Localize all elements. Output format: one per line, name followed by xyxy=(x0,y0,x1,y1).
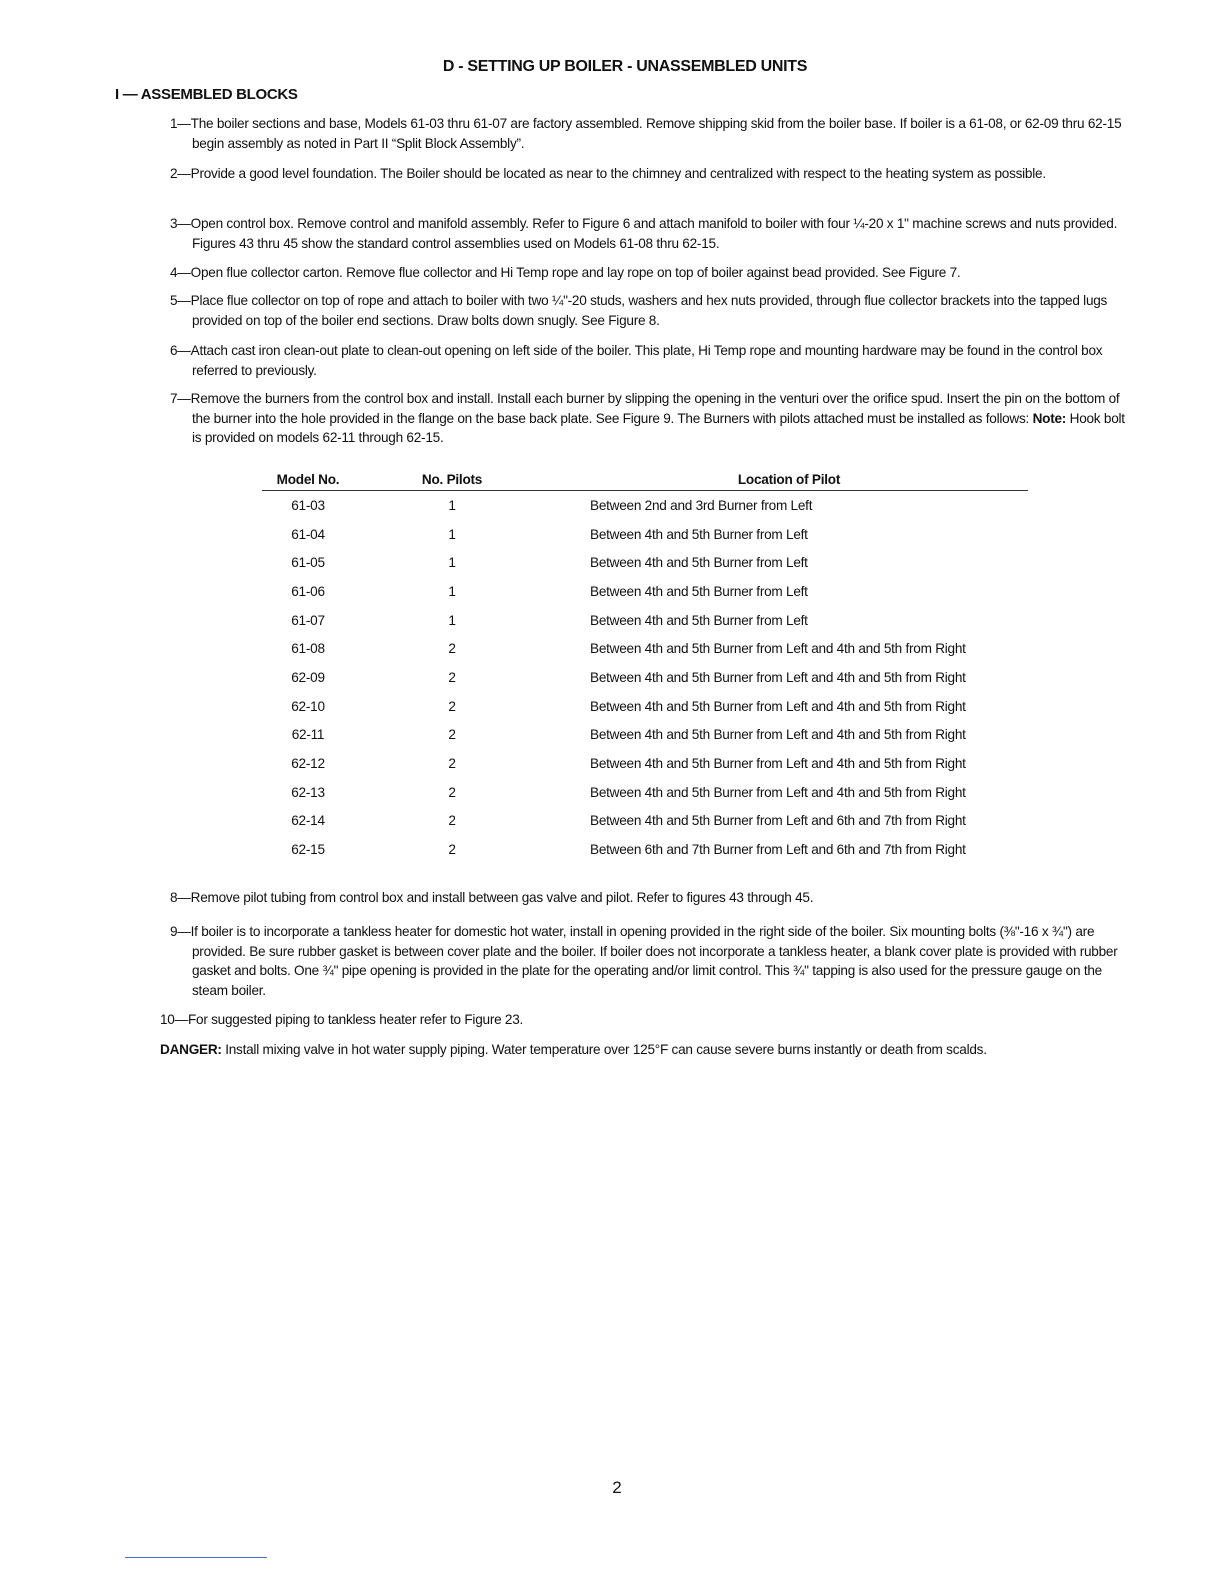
cell-model-no: 61-03 xyxy=(291,497,325,513)
step-text: Provide a good level foundation. The Boiler should be located as near to the chimney and centralized with respect to the heating system as possible. xyxy=(190,166,1046,181)
cell-location: Between 4th and 5th Burner from Left and 4th and 5th from Right xyxy=(590,641,966,657)
cell-model-no: 62-13 xyxy=(291,784,325,800)
footer-rule xyxy=(125,1557,267,1558)
cell-no-pilots: 1 xyxy=(448,612,456,628)
cell-location: Between 4th and 5th Burner from Left xyxy=(590,583,808,599)
table-row xyxy=(262,663,1028,692)
cell-no-pilots: 2 xyxy=(448,784,456,800)
danger-text: Install mixing valve in hot water supply piping. Water temperature over 125°F can cause severe burns instantly or death from scalds. xyxy=(221,1042,987,1057)
cell-no-pilots: 2 xyxy=(448,669,456,685)
cell-location: Between 4th and 5th Burner from Left and 4th and 5th from Right xyxy=(590,669,966,685)
cell-model-no: 61-07 xyxy=(291,612,325,628)
cell-location: Between 4th and 5th Burner from Left and 6th and 7th from Right xyxy=(590,813,966,829)
step-text: The boiler sections and base, Models 61-03 thru 61-07 are factory assembled. Remove shipping skid from the boiler base. If boiler is a 61-08, or 62-09 thru 62-15 begin assembly as noted in Part II “Split Block Assembly”. xyxy=(190,116,1122,151)
header-no-pilots: No. Pilots xyxy=(354,468,550,491)
table-row xyxy=(262,721,1028,750)
cell-model-no: 61-08 xyxy=(291,641,325,657)
cell-location: Between 4th and 5th Burner from Left and 4th and 5th from Right xyxy=(590,784,966,800)
cell-no-pilots: 2 xyxy=(448,813,456,829)
danger-label: DANGER: xyxy=(160,1042,222,1057)
step-number: 8— xyxy=(170,890,191,905)
danger-notice xyxy=(160,1040,1160,1060)
cell-no-pilots: 1 xyxy=(448,583,456,599)
cell-location: Between 4th and 5th Burner from Left xyxy=(590,526,808,542)
cell-no-pilots: 2 xyxy=(448,756,456,772)
step-number: 2— xyxy=(170,166,191,181)
section-heading: I — ASSEMBLED BLOCKS xyxy=(115,86,298,103)
step-7 xyxy=(170,389,1135,448)
table-row xyxy=(262,692,1028,721)
cell-location: Between 4th and 5th Burner from Left and 4th and 5th from Right xyxy=(590,727,966,743)
header-model-no: Model No. xyxy=(262,468,354,491)
step-text: For suggested piping to tankless heater refer to Figure 23. xyxy=(187,1012,524,1027)
cell-location: Between 2nd and 3rd Burner from Left xyxy=(590,497,813,513)
step-text: Remove the burners from the control box and install. Install each burner by slipping the opening in the venturi over the orifice spud. Insert the pin on the bottom of the burner into the hole provided in the flange on the base back plate. See Figure 9. The Burners with pilots attached must be installed as follows: xyxy=(190,391,1120,426)
table-row xyxy=(262,577,1028,606)
step-number: 10— xyxy=(160,1012,188,1027)
step-6 xyxy=(170,341,1135,380)
note-text: Hook bolt is provided on models 62-11 through 62-15. xyxy=(192,410,1125,445)
header-location: Location of Pilot xyxy=(550,468,1028,491)
cell-location: Between 4th and 5th Burner from Left xyxy=(590,555,808,571)
step-1 xyxy=(170,114,1135,153)
cell-no-pilots: 1 xyxy=(448,555,456,571)
step-text: Open flue collector carton. Remove flue collector and Hi Temp rope and lay rope on top of boiler against bead provided. See Figure 7. xyxy=(190,265,961,280)
cell-model-no: 61-05 xyxy=(291,555,325,571)
cell-model-no: 62-11 xyxy=(291,727,325,743)
cell-no-pilots: 1 xyxy=(448,526,456,542)
cell-location: Between 4th and 5th Burner from Left xyxy=(590,612,808,628)
step-number: 5— xyxy=(170,293,191,308)
cell-model-no: 62-09 xyxy=(291,669,325,685)
step-text: If boiler is to incorporate a tankless heater for domestic hot water, install in opening provided in the right side of the boiler. Six mounting bolts (⅜"-16 x ¾") are provided. Be sure rubber gasket is between cover plate and the boiler. If boiler does not incorporate a tankless heater, a blank cover plate is provided with rubber gasket and bolts. One ¾" pipe opening is provided in the plate for the operating and/or limit control. This ¾" tapping is also used for the pressure gauge on the steam boiler. xyxy=(190,924,1118,998)
step-number: 1— xyxy=(170,116,191,131)
cell-model-no: 62-15 xyxy=(291,842,325,858)
step-text: Open control box. Remove control and manifold assembly. Refer to Figure 6 and attach manifold to boiler with four ¼-20 x 1" machine screws and nuts provided. Figures 43 thru 45 show the standard control assemblies used on Models 61-08 thru 62-15. xyxy=(190,216,1118,251)
cell-model-no: 61-04 xyxy=(291,526,325,542)
cell-no-pilots: 2 xyxy=(448,698,456,714)
table-row xyxy=(262,548,1028,577)
cell-model-no: 62-14 xyxy=(291,813,325,829)
table-row xyxy=(262,749,1028,778)
table-row xyxy=(262,606,1028,635)
cell-location: Between 4th and 5th Burner from Left and 4th and 5th from Right xyxy=(590,698,966,714)
cell-no-pilots: 2 xyxy=(448,641,456,657)
table-row xyxy=(262,807,1028,836)
step-5 xyxy=(170,291,1135,330)
step-text: Remove pilot tubing from control box and install between gas valve and pilot. Refer to figures 43 through 45. xyxy=(190,890,814,905)
step-number: 3— xyxy=(170,216,191,231)
cell-no-pilots: 1 xyxy=(448,497,456,513)
step-4 xyxy=(170,263,1135,283)
step-2 xyxy=(170,164,1135,184)
step-number: 6— xyxy=(170,343,191,358)
cell-location: Between 4th and 5th Burner from Left and 4th and 5th from Right xyxy=(590,756,966,772)
cell-no-pilots: 2 xyxy=(448,727,456,743)
cell-no-pilots: 2 xyxy=(448,842,456,858)
table-row xyxy=(262,835,1028,864)
page-title: D - SETTING UP BOILER - UNASSEMBLED UNITS xyxy=(442,58,808,75)
step-9 xyxy=(170,922,1135,1000)
table-header-row xyxy=(262,468,1028,491)
step-text: Attach cast iron clean-out plate to clean-out opening on left side of the boiler. This plate, Hi Temp rope and mounting hardware may be found in the control box referred to previously. xyxy=(190,343,1103,378)
step-3 xyxy=(170,214,1135,253)
step-number: 9— xyxy=(170,924,191,939)
note-label: Note: xyxy=(1032,410,1067,426)
step-number: 7— xyxy=(170,391,191,406)
cell-model-no: 62-10 xyxy=(291,698,325,714)
cell-model-no: 61-06 xyxy=(291,583,325,599)
cell-location: Between 6th and 7th Burner from Left and 6th and 7th from Right xyxy=(590,842,966,858)
table-row xyxy=(262,520,1028,549)
step-text: Place flue collector on top of rope and attach to boiler with two ¼"-20 studs, washers and hex nuts provided, through flue collector brackets into the tapped lugs provided on top of the boiler end sections. Draw bolts down snugly. See Figure 8. xyxy=(190,293,1108,328)
step-10 xyxy=(160,1010,1125,1030)
page-number: 2 xyxy=(612,1478,622,1497)
step-number: 4— xyxy=(170,265,191,280)
table-row xyxy=(262,491,1028,520)
table-row xyxy=(262,778,1028,807)
pilot-location-table xyxy=(262,468,1028,864)
cell-model-no: 62-12 xyxy=(291,756,325,772)
step-8 xyxy=(170,888,1135,908)
table-row xyxy=(262,634,1028,663)
